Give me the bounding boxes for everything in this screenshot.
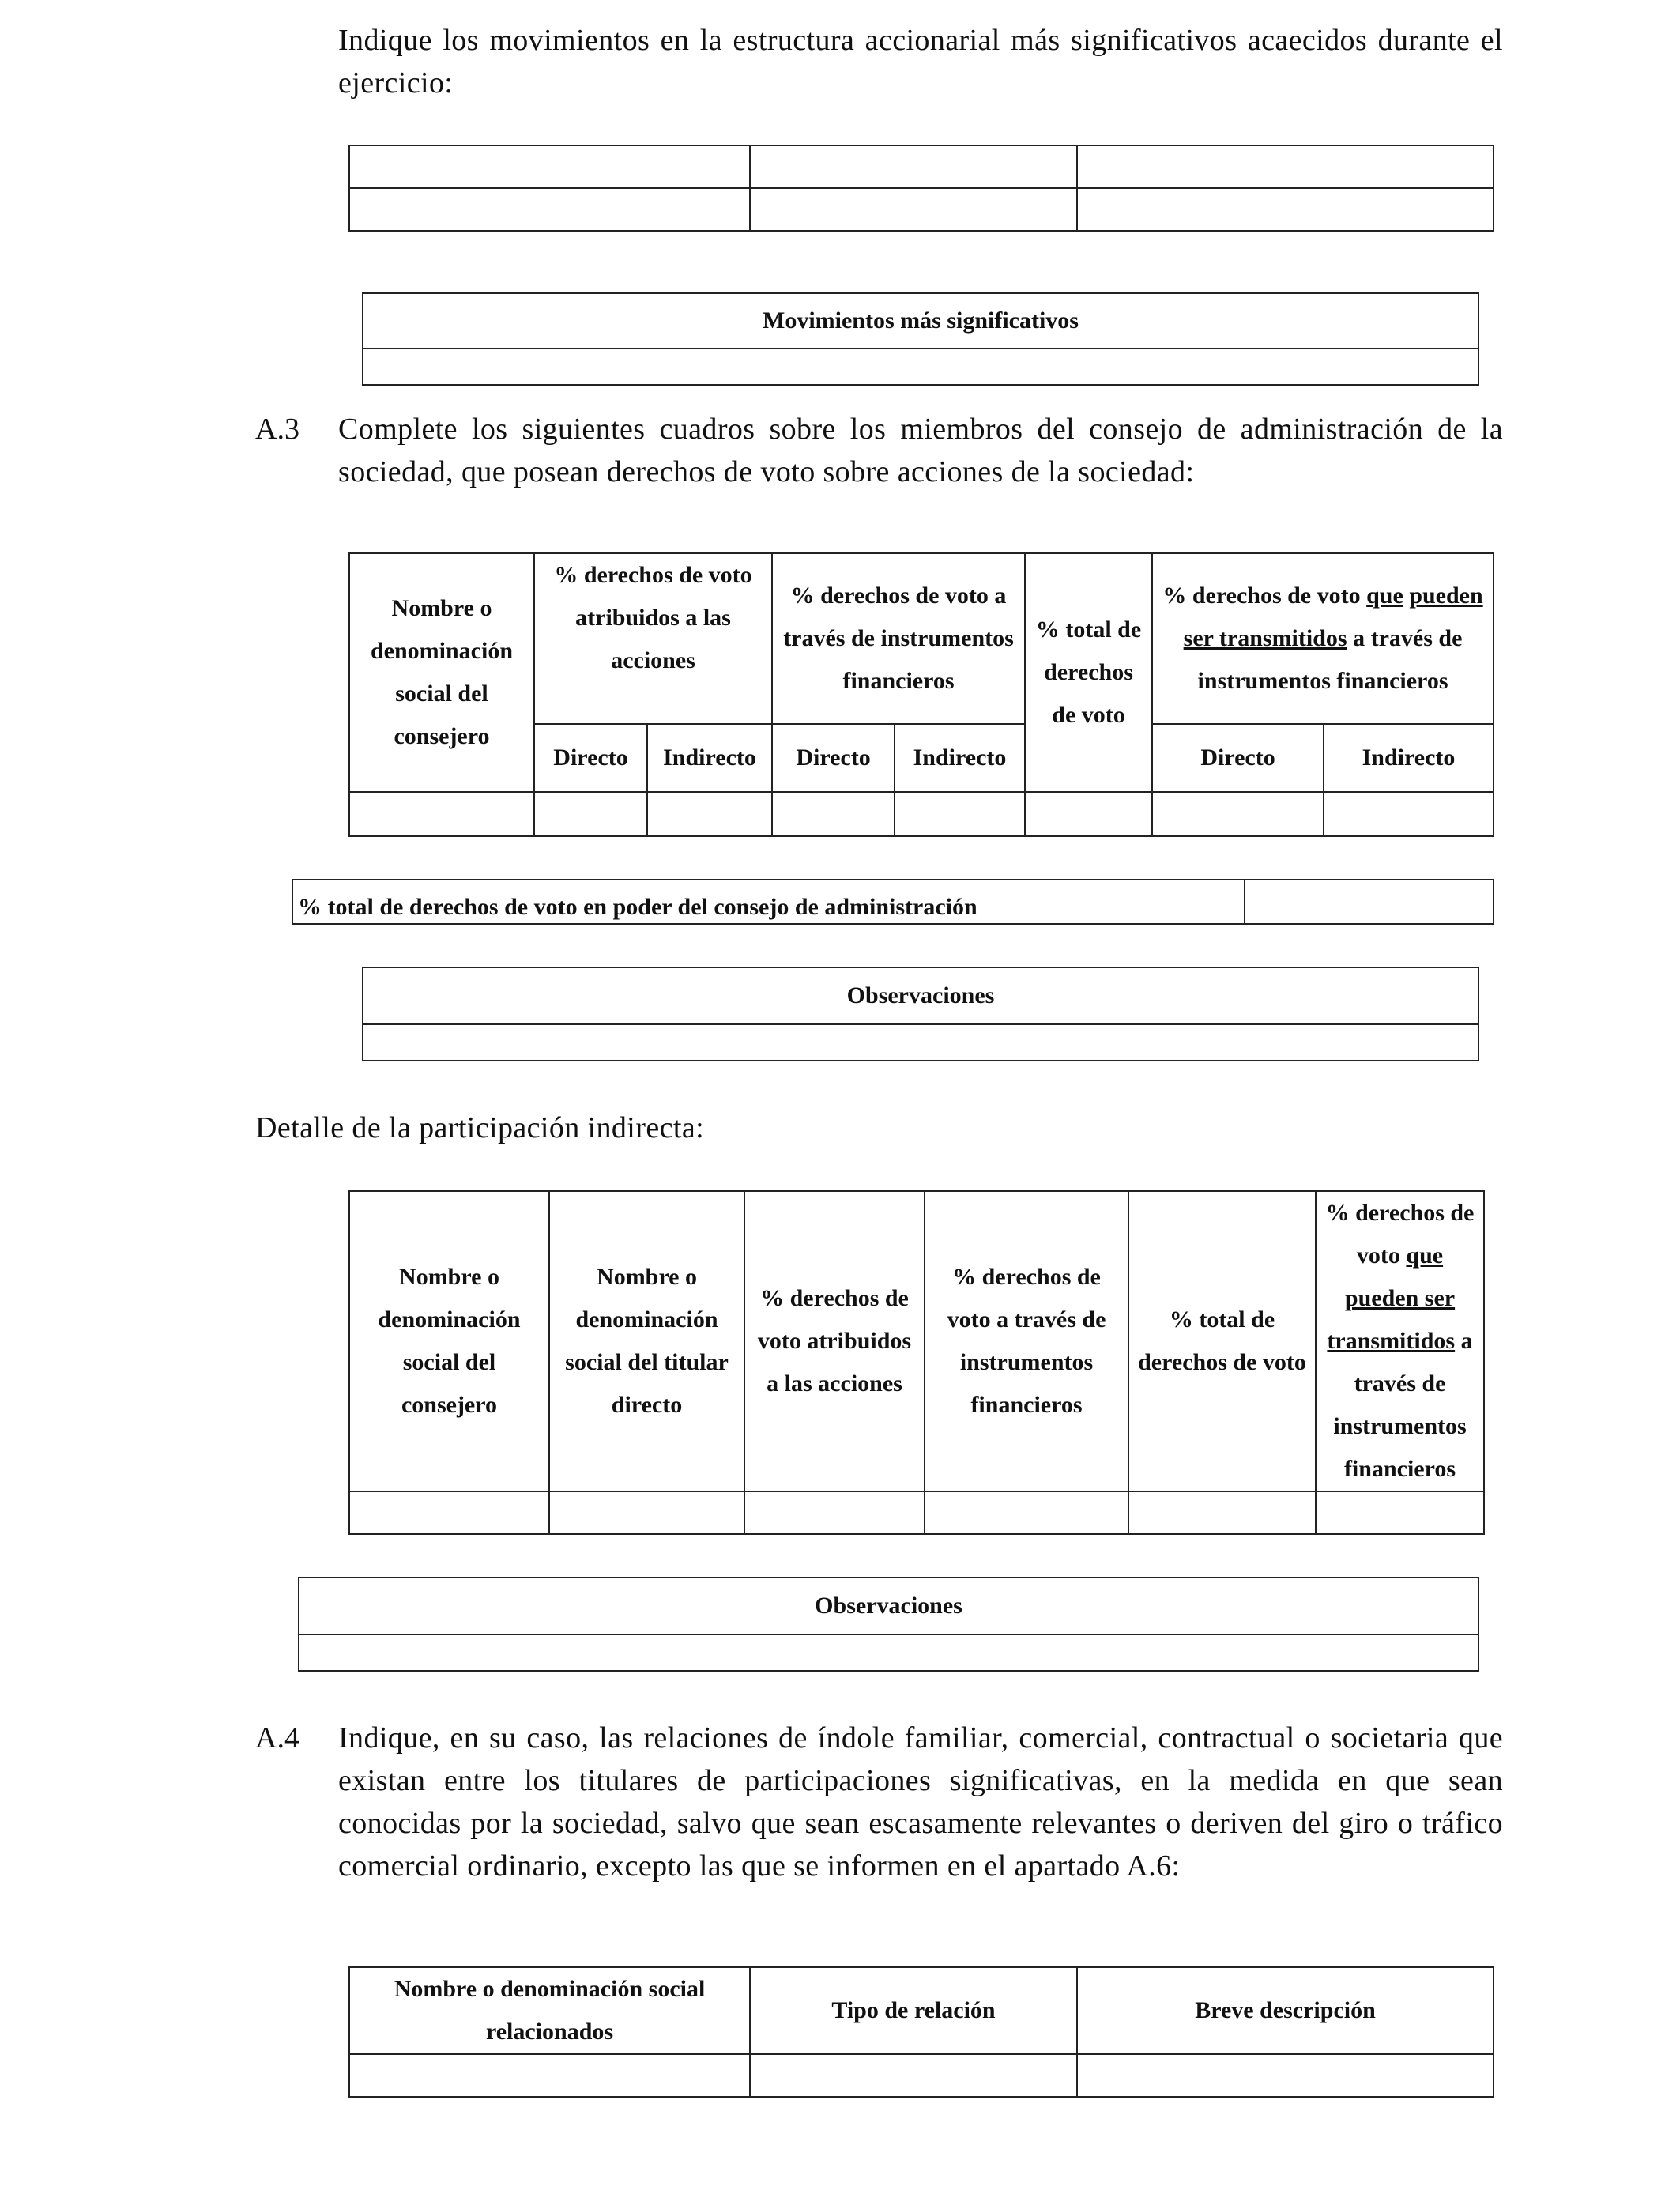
table-cell (750, 2054, 1077, 2097)
observaciones-body (299, 1634, 1478, 1671)
observaciones-table-2 (298, 1577, 1479, 1672)
col-transmitidos (1316, 1191, 1484, 1491)
col-transmitidos-que: que (1366, 582, 1403, 609)
movements-table (348, 145, 1494, 232)
total-consejo-table (292, 879, 1494, 925)
table-cell (349, 2054, 750, 2097)
col-nombre-relacionados: Nombre o denominación social relacionados (349, 1967, 750, 2054)
col-atribuidos: % derechos de voto atribuidos a las acciones (534, 553, 772, 724)
intro-paragraph: Indique los movimientos en la estructura accionarial más significativos acaecidos durante el ejercicio: (338, 24, 1503, 100)
col-directo: Directo (1152, 724, 1324, 792)
col-total: % total de derechos de voto (1025, 553, 1152, 792)
col-directo: Directo (772, 724, 895, 792)
col-transmitidos-post: a través de instrumentos financieros (1333, 1328, 1473, 1482)
col-transmitidos-pueden: pueden ser transmitidos (1327, 1285, 1456, 1354)
col-transmitidos (1152, 553, 1494, 724)
col-breve-descripcion: Breve descripción (1077, 1967, 1494, 2054)
col-instrumentos: % derechos de voto a través de instrumentos financieros (925, 1191, 1128, 1491)
col-total: % total de derechos de voto (1128, 1191, 1316, 1491)
col-nombre-consejero: Nombre o denominación social del consejero (349, 1191, 549, 1491)
col-indirecto: Indirecto (1324, 724, 1494, 792)
section-number-a4: A.4 (255, 1721, 299, 1755)
table-cell (349, 188, 750, 231)
col-directo: Directo (534, 724, 647, 792)
col-instrumentos: % derechos de voto a través de instrumentos financieros (772, 553, 1025, 724)
table-cell (1316, 1491, 1484, 1534)
relaciones-table (348, 1966, 1494, 2098)
table-cell (647, 792, 772, 836)
movimientos-body (363, 349, 1478, 385)
col-tipo-relacion: Tipo de relación (750, 1967, 1077, 2054)
table-cell (772, 792, 895, 836)
a3-paragraph: Complete los siguientes cuadros sobre los miembros del consejo de administración de la sociedad, que posean derechos de voto sobre acciones de la sociedad: (338, 413, 1503, 488)
observaciones-body (363, 1024, 1478, 1061)
table-cell (349, 1491, 549, 1534)
col-indirecto: Indirecto (647, 724, 772, 792)
table-cell (349, 145, 750, 188)
col-transmitidos-pre: % derechos de voto (1162, 582, 1367, 609)
movimientos-header: Movimientos más significativos (363, 293, 1478, 349)
observaciones-table-1 (362, 967, 1479, 1061)
table-cell (534, 792, 647, 836)
table-cell (750, 188, 1077, 231)
col-transmitidos-que: que (1406, 1242, 1444, 1269)
table-cell (925, 1491, 1128, 1534)
consejo-table (348, 552, 1494, 837)
table-cell (1077, 145, 1494, 188)
table-cell (744, 1491, 925, 1534)
movimientos-table (362, 292, 1479, 386)
col-transmitidos-post: a través de instrumentos financieros (1197, 625, 1463, 694)
total-consejo-label: % total de derechos de voto en poder del consejo de administración (292, 880, 1245, 924)
col-transmitidos-pueden: pueden ser transmitidos (1183, 582, 1483, 651)
table-cell (549, 1491, 744, 1534)
table-cell (1077, 188, 1494, 231)
col-nombre-titular: Nombre o denominación social del titular directo (549, 1191, 744, 1491)
observaciones-header: Observaciones (363, 967, 1478, 1024)
section-number-a3: A.3 (255, 413, 299, 446)
table-cell (1128, 1491, 1316, 1534)
col-transmitidos-pre: % derechos de voto (1325, 1200, 1475, 1269)
observaciones-header: Observaciones (299, 1578, 1478, 1634)
table-cell (750, 145, 1077, 188)
table-cell (1152, 792, 1324, 836)
a4-paragraph: Indique, en su caso, las relaciones de índole familiar, comercial, contractual o societaria que existan entre los titulares de participaciones significativas, en la medida en que sean conocidas por la sociedad, salvo que sean escasamente relevantes o deriven del giro o tráfico comercial ordinario, excepto las que se informen en el apartado A.6: (338, 1721, 1503, 1883)
total-consejo-value (1245, 880, 1494, 924)
col-atribuidos: % derechos de voto atribuidos a las acciones (744, 1191, 925, 1491)
table-cell (895, 792, 1025, 836)
col-indirecto: Indirecto (895, 724, 1025, 792)
col-nombre-consejero: Nombre o denominación social del consejero (349, 553, 534, 792)
table-cell (1077, 2054, 1494, 2097)
table-cell (1025, 792, 1152, 836)
indirecta-table (348, 1190, 1485, 1535)
table-cell (349, 792, 534, 836)
indirecta-title: Detalle de la participación indirecta: (255, 1111, 705, 1144)
table-cell (1324, 792, 1494, 836)
